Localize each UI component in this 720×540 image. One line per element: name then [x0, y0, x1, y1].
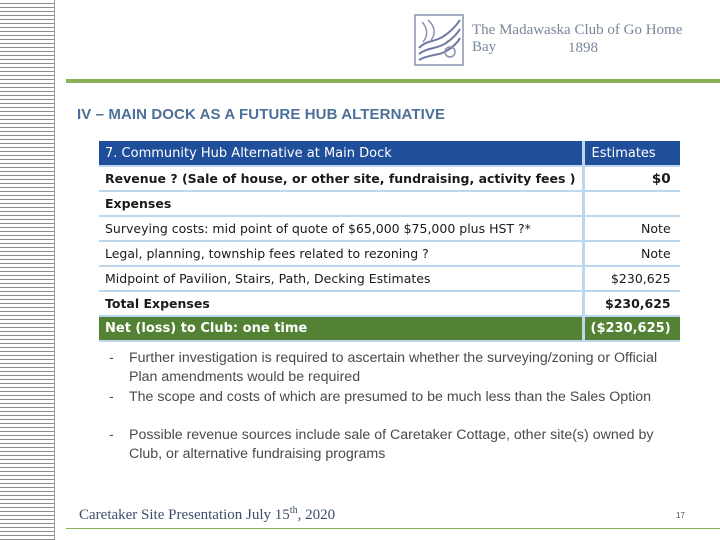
- footer-presentation-title: [79, 505, 335, 524]
- club-name: The Madawaska Club of Go Home Bay: [472, 22, 683, 55]
- table-row: [99, 291, 680, 316]
- table-row: [99, 216, 680, 241]
- row-value-legal: Note: [583, 241, 680, 266]
- row-label-revenue: Revenue ? (Sale of house, or other site, fundraising, activity fees ): [99, 166, 583, 191]
- bullet-dash: -: [109, 350, 114, 366]
- footer-text: Caretaker Site Presentation July 15: [79, 507, 290, 523]
- row-value-surveying: Note: [583, 216, 680, 241]
- table-row: [99, 266, 680, 291]
- row-value-net-loss: ($230,625): [583, 316, 680, 341]
- row-label-total-expenses: Total Expenses: [99, 291, 583, 316]
- bullet-text: Further investigation is required to ascertain whether the surveying/zoning or Official Plan amendments would be required: [129, 350, 658, 386]
- table-header-row: [99, 141, 680, 166]
- footer-superscript: th: [289, 505, 298, 516]
- footer-divider: [66, 528, 720, 529]
- table-row: [99, 166, 680, 191]
- bullet-text: The scope and costs of which are presumed to be much less than the Sales Option: [129, 388, 652, 405]
- bullet-dash: -: [109, 388, 114, 405]
- row-label-pavilion: Midpoint of Pavilion, Stairs, Path, Decking Estimates: [99, 266, 583, 291]
- row-label-expenses: Expenses: [99, 191, 583, 216]
- row-label-legal: Legal, planning, township fees related to rezoning ?: [99, 241, 583, 266]
- estimates-table: [99, 141, 680, 342]
- bullet-dash: -: [109, 426, 114, 443]
- row-value-pavilion: $230,625: [583, 266, 680, 291]
- table-header-value: Estimates: [583, 141, 680, 166]
- list-item: [109, 388, 669, 407]
- footer-year: , 2020: [297, 507, 336, 523]
- bullet-list: [109, 349, 669, 464]
- row-value-total-expenses: $230,625: [583, 291, 680, 316]
- slide-title: IV – MAIN DOCK AS A FUTURE HUB ALTERNATIVE: [77, 106, 446, 123]
- club-year: 1898: [568, 40, 598, 56]
- table-header-label: 7. Community Hub Alternative at Main Dock: [99, 141, 583, 166]
- row-value-expenses: [583, 191, 680, 216]
- table-row: [99, 191, 680, 216]
- list-item: [109, 426, 669, 465]
- row-value-revenue: $0: [583, 166, 680, 191]
- bullet-spacer: [109, 407, 669, 426]
- bullet-text: Possible revenue sources include sale of Caretaker Cottage, other site(s) owned by Club, or alternative fundraising programs: [129, 426, 654, 463]
- row-label-net-loss: Net (loss) to Club: one time: [99, 316, 583, 341]
- header-divider: [66, 79, 720, 83]
- left-striped-band: [0, 0, 55, 540]
- net-loss-row: [99, 316, 680, 341]
- club-logo-icon: [414, 14, 464, 66]
- page-number: 17: [676, 511, 685, 520]
- list-item: [109, 349, 669, 388]
- row-label-surveying: Surveying costs: mid point of quote of $65,000 $75,000 plus HST ?*: [99, 216, 583, 241]
- table-row: [99, 241, 680, 266]
